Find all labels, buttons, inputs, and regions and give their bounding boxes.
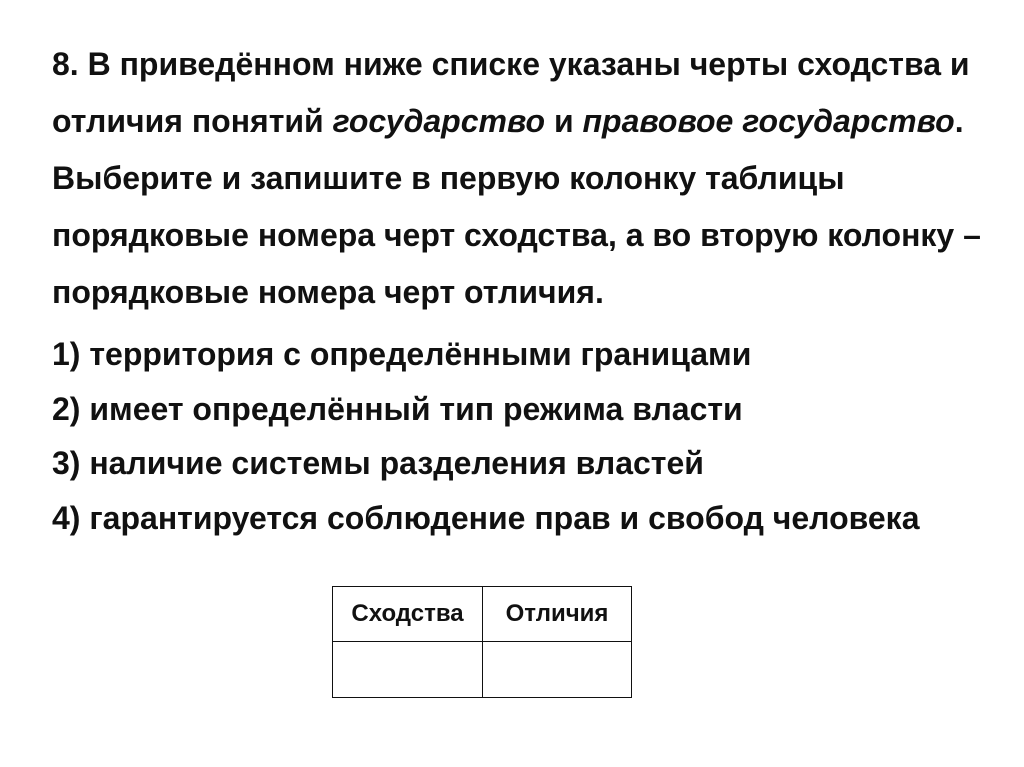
option-item-1: 1) территория с определёнными границами [52,336,752,372]
term-state: государство [332,103,546,139]
option-item-2: 2) имеет определённый тип режима власти [52,390,743,427]
answer-table-header-row [333,587,632,642]
header-differences: Отличия [483,587,632,642]
question-text [52,36,1002,321]
answer-cell-differences[interactable] [483,642,632,698]
question-text-part3: . Выберите и запишите в первую колонку таблицы порядковые номера черт сходства, а во вторую колонку – порядковые номера черт отличия. [52,103,981,310]
options-list [52,327,1002,545]
option-item-4: 4) гарантируется соблюдение прав и свобод человека [52,499,920,536]
question-text-part2: и [545,103,583,139]
answer-cell-similarities[interactable] [333,642,483,698]
header-similarities: Сходства [333,587,483,642]
term-legal-state: правовое государство [582,103,955,139]
question-text-part1: 8. В приведённом ниже списке указаны черты сходства и отличия понятий [52,46,970,139]
answer-table-row [333,642,632,698]
option-item-3: 3) наличие системы разделения властей [52,445,704,481]
answer-table [332,586,632,698]
